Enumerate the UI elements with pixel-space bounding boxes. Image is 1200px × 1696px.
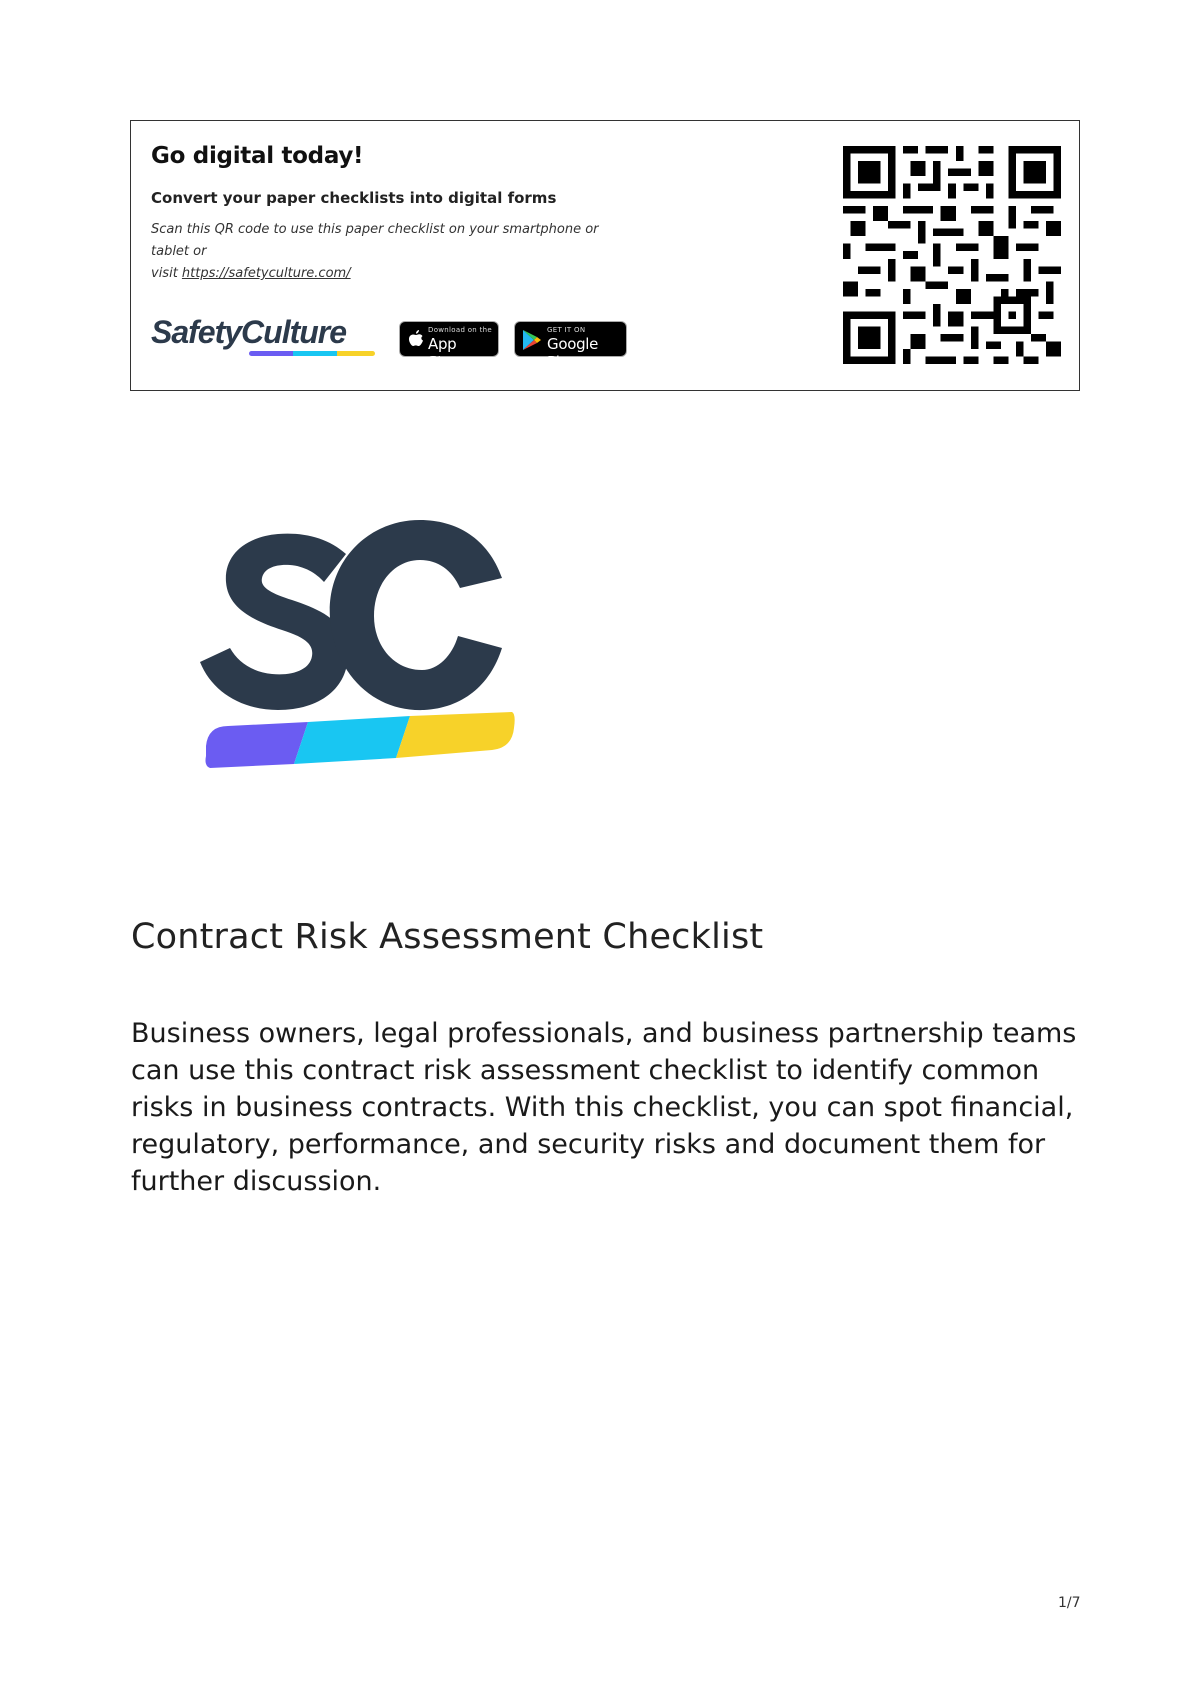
page-number: 1/7 bbox=[1058, 1595, 1081, 1611]
google-play-small: GET IT ON bbox=[547, 326, 586, 334]
safetyculture-sc-logo bbox=[196, 516, 546, 786]
google-play-icon bbox=[522, 329, 542, 351]
app-store-big: App Store bbox=[428, 335, 467, 371]
document-description: Business owners, legal professionals, and business partnership teams can use this contract risk assessment checklist to identify common risks in business contracts. With this checklist, you can spot financial, regulatory, performance, and security risks and document them for further discussion. bbox=[131, 1018, 1077, 1197]
safetyculture-link[interactable]: https://safetyculture.com/ bbox=[181, 266, 351, 281]
banner-title: Go digital today! bbox=[151, 143, 364, 169]
scan-text-prefix: visit bbox=[151, 266, 182, 281]
brand-stripe bbox=[249, 351, 375, 356]
go-digital-banner bbox=[130, 120, 1080, 391]
google-play-big: Google Play bbox=[547, 335, 599, 371]
scan-text-line1: Scan this QR code to use this paper checklist on your smartphone or tablet or bbox=[151, 222, 599, 259]
document-title: Contract Risk Assessment Checklist bbox=[131, 917, 764, 957]
apple-icon bbox=[408, 330, 424, 349]
app-store-small: Download on the bbox=[428, 326, 492, 334]
banner-scan-text bbox=[151, 219, 631, 285]
banner-subtitle: Convert your paper checklists into digital forms bbox=[151, 189, 557, 207]
google-play-badge[interactable] bbox=[514, 321, 627, 371]
brand-name: SafetyCulture bbox=[151, 314, 347, 350]
safetyculture-wordmark bbox=[151, 314, 381, 358]
app-store-badge[interactable] bbox=[399, 321, 499, 371]
qr-code-icon bbox=[843, 139, 1061, 371]
